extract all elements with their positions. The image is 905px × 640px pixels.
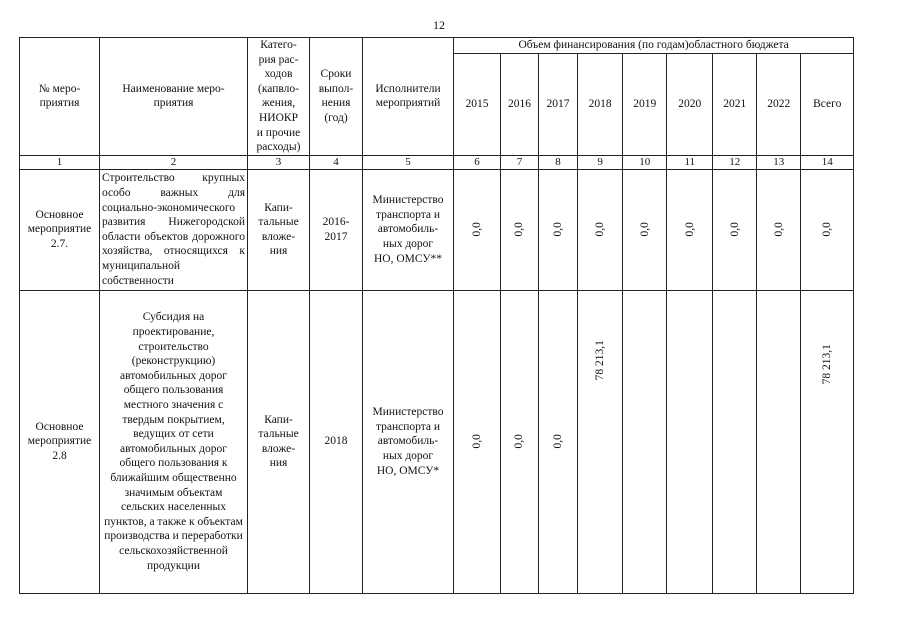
column-number: 1 xyxy=(20,155,100,169)
header-financing: Объем финансирования (по годам)областного бюджета xyxy=(454,38,854,54)
event-no-cell: Основное мероприятие 2.7. xyxy=(20,169,100,290)
header-event-name: Наименование меро- приятия xyxy=(100,38,248,156)
event-name-cell: Строительство крупных особо важных для социально-экономического развития Нижегородской области объектов дорожного хозяйства, относящихся к муниципальной собственности xyxy=(100,169,248,290)
value-cell xyxy=(501,169,539,290)
header-year: 2022 xyxy=(757,53,801,155)
column-number: 2 xyxy=(100,155,248,169)
header-year: 2019 xyxy=(623,53,667,155)
value-text: 0,0 xyxy=(683,222,696,237)
column-number: 6 xyxy=(454,155,501,169)
value-text: 0,0 xyxy=(593,222,606,237)
period-cell: 2018 xyxy=(310,290,363,593)
category-cell: Капи- тальные вложе- ния xyxy=(248,169,310,290)
value-text: 0,0 xyxy=(513,222,526,237)
header-year: 2020 xyxy=(667,53,713,155)
value-cell xyxy=(539,290,578,593)
value-cell xyxy=(501,290,539,593)
header-year: 2015 xyxy=(454,53,501,155)
value-cell xyxy=(578,169,623,290)
value-text: 0,0 xyxy=(728,222,741,237)
value-text: 0,0 xyxy=(772,222,785,237)
value-text: 0,0 xyxy=(638,222,651,237)
column-number: 5 xyxy=(363,155,454,169)
value-cell xyxy=(578,290,623,593)
financing-table xyxy=(19,37,854,594)
value-text: 0,0 xyxy=(470,222,483,237)
column-number: 4 xyxy=(310,155,363,169)
header-year: 2016 xyxy=(501,53,539,155)
value-cell xyxy=(454,290,501,593)
column-number: 13 xyxy=(757,155,801,169)
value-cell xyxy=(713,169,757,290)
column-number: 7 xyxy=(501,155,539,169)
total-text: 0,0 xyxy=(820,222,833,237)
table-row xyxy=(20,169,854,290)
total-cell xyxy=(801,290,854,593)
value-text: 0,0 xyxy=(470,434,483,449)
header-year: 2018 xyxy=(578,53,623,155)
header-period: Сроки выпол- нения (год) xyxy=(310,38,363,156)
value-cell xyxy=(713,290,757,593)
value-text: 0,0 xyxy=(551,222,564,237)
value-cell xyxy=(623,290,667,593)
column-number: 3 xyxy=(248,155,310,169)
column-number: 12 xyxy=(713,155,757,169)
column-number: 8 xyxy=(539,155,578,169)
value-cell xyxy=(757,169,801,290)
executors-cell: Министерство транспорта и автомобиль- ных дорог НО, ОМСУ** xyxy=(363,169,454,290)
period-cell: 2016- 2017 xyxy=(310,169,363,290)
column-number: 10 xyxy=(623,155,667,169)
value-text: 0,0 xyxy=(551,434,564,449)
column-number: 9 xyxy=(578,155,623,169)
category-cell: Капи- тальные вложе- ния xyxy=(248,290,310,593)
value-cell xyxy=(539,169,578,290)
header-category: Катего- рия рас- ходов (капвло- жения, НИОКР и прочие расходы) xyxy=(248,38,310,156)
page-number: 12 xyxy=(433,18,445,32)
value-cell xyxy=(667,290,713,593)
value-text: 0,0 xyxy=(513,434,526,449)
event-name-cell: Субсидия на проектирование, строительство (реконструкцию) автомобильных дорог общего пользования местного значения с твердым покрытием, ведущих от сети автомобильных дорог общего пользования к ближайшим общественно значимым объектам сельских населенных пунктов, а также к объектам производства и переработки сельскохозяйственной продукции xyxy=(100,290,248,593)
header-executors: Исполнители мероприятий xyxy=(363,38,454,156)
value-cell xyxy=(454,169,501,290)
column-number: 11 xyxy=(667,155,713,169)
header-year: 2017 xyxy=(539,53,578,155)
total-text: 78 213,1 xyxy=(820,343,833,385)
executors-cell: Министерство транспорта и автомобиль- ных дорог НО, ОМСУ* xyxy=(363,290,454,593)
header-event-no: № меро- приятия xyxy=(20,38,100,156)
column-number: 14 xyxy=(801,155,854,169)
header-total: Всего xyxy=(801,53,854,155)
value-cell xyxy=(757,290,801,593)
value-cell xyxy=(667,169,713,290)
event-no-cell: Основное мероприятие 2.8 xyxy=(20,290,100,593)
table-row xyxy=(20,290,854,593)
column-number-row xyxy=(20,155,854,169)
value-text: 78 213,1 xyxy=(593,339,606,381)
total-cell xyxy=(801,169,854,290)
value-cell xyxy=(623,169,667,290)
header-year: 2021 xyxy=(713,53,757,155)
